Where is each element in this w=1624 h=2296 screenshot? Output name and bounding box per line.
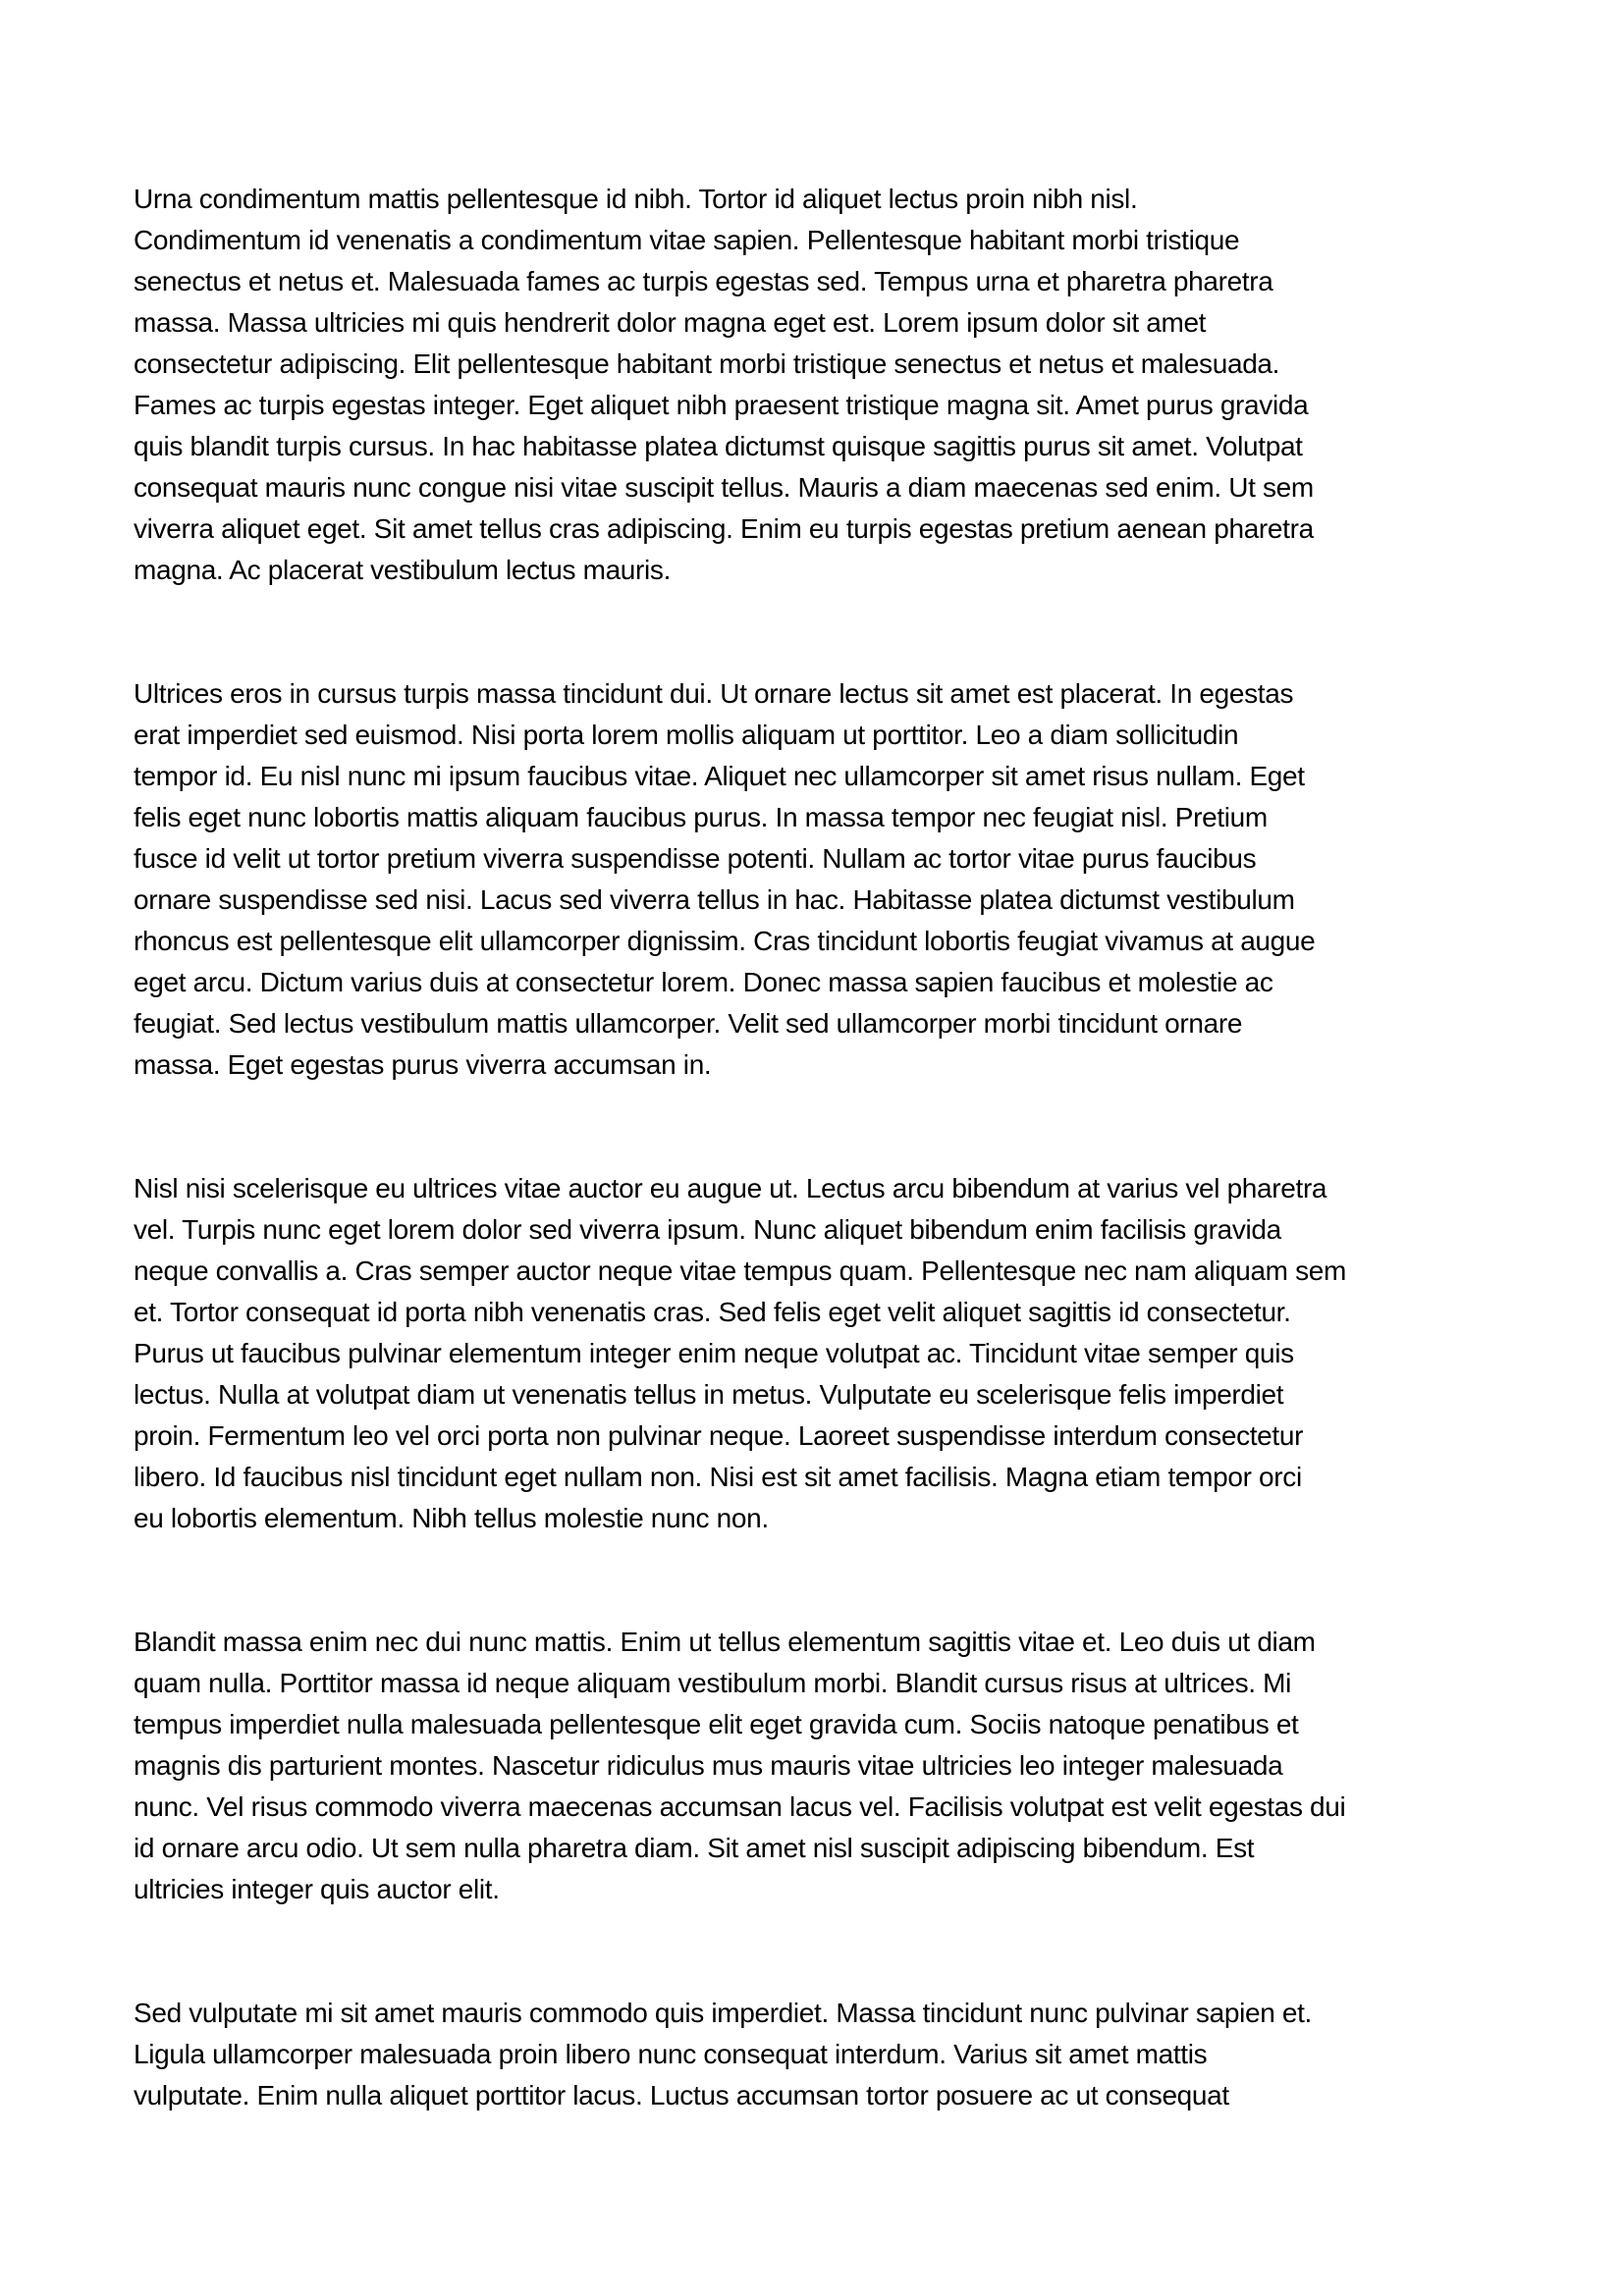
paragraph-4-line-6: id ornare arcu odio. Ut sem nulla pharetra diam. Sit amet nisl suscipit adipiscing bibendum. Est (134, 1833, 1255, 1863)
paragraph-1-line-3: senectus et netus et. Malesuada fames ac turpis egestas sed. Tempus urna et pharetra pharetra (134, 266, 1273, 296)
paragraph-2-line-9: feugiat. Sed lectus vestibulum mattis ullamcorper. Velit sed ullamcorper morbi tincidunt ornare (134, 1008, 1243, 1039)
paragraph-3 (134, 1168, 1489, 1539)
paragraph-1 (134, 179, 1489, 591)
document-text-block (134, 179, 1489, 2116)
paragraph-2-line-3: tempor id. Eu nisl nunc mi ipsum faucibus vitae. Aliquet nec ullamcorper sit amet risus nullam. Eget (134, 761, 1305, 791)
paragraph-2-line-5: fusce id velit ut tortor pretium viverra suspendisse potenti. Nullam ac tortor vitae purus faucibus (134, 843, 1257, 874)
paragraph-2-line-7: rhoncus est pellentesque elit ullamcorper dignissim. Cras tincidunt lobortis feugiat vivamus at augue (134, 926, 1316, 956)
paragraph-4 (134, 1622, 1489, 1910)
paragraph-2-line-2: erat imperdiet sed euismod. Nisi porta lorem mollis aliquam ut porttitor. Leo a diam sollicitudin (134, 720, 1239, 750)
paragraph-3-line-5: Purus ut faucibus pulvinar elementum integer enim neque volutpat ac. Tincidunt vitae semper quis (134, 1338, 1294, 1368)
paragraph-1-line-2: Condimentum id venenatis a condimentum vitae sapien. Pellentesque habitant morbi tristique (134, 225, 1240, 255)
paragraph-4-line-1: Blandit massa enim nec dui nunc mattis. Enim ut tellus elementum sagittis vitae et. Leo duis ut diam (134, 1627, 1316, 1657)
paragraph-3-line-4: et. Tortor consequat id porta nibh venenatis cras. Sed felis eget velit aliquet sagittis id consectetur. (134, 1297, 1291, 1327)
paragraph-1-line-8: consequat mauris nunc congue nisi vitae suscipit tellus. Mauris a diam maecenas sed enim. Ut sem (134, 472, 1314, 503)
paragraph-1-line-7: quis blandit turpis cursus. In hac habitasse platea dictumst quisque sagittis purus sit amet. Volutpat (134, 431, 1303, 461)
paragraph-2-line-8: eget arcu. Dictum varius duis at consectetur lorem. Donec massa sapien faucibus et molestie ac (134, 967, 1273, 997)
paragraph-4-line-7: ultricies integer quis auctor elit. (134, 1874, 500, 1904)
paragraph-3-line-8: libero. Id faucibus nisl tincidunt eget nullam non. Nisi est sit amet facilisis. Magna etiam tempor orci (134, 1462, 1302, 1492)
paragraph-2-line-4: felis eget nunc lobortis mattis aliquam faucibus purus. In massa tempor nec feugiat nisl. Pretium (134, 802, 1268, 832)
paragraph-1-line-6: Fames ac turpis egestas integer. Eget aliquet nibh praesent tristique magna sit. Amet purus gravida (134, 390, 1309, 420)
paragraph-1-line-9: viverra aliquet eget. Sit amet tellus cras adipiscing. Enim eu turpis egestas pretium aenean pharetra (134, 513, 1314, 544)
paragraph-5-line-1: Sed vulputate mi sit amet mauris commodo quis imperdiet. Massa tincidunt nunc pulvinar sapien et. (134, 1998, 1312, 2028)
paragraph-3-line-3: neque convallis a. Cras semper auctor neque vitae tempus quam. Pellentesque nec nam aliquam sem (134, 1255, 1346, 1286)
paragraph-2 (134, 673, 1489, 1086)
paragraph-3-line-6: lectus. Nulla at volutpat diam ut venenatis tellus in metus. Vulputate eu scelerisque felis imperdiet (134, 1379, 1284, 1410)
paragraph-3-line-9: eu lobortis elementum. Nibh tellus molestie nunc non. (134, 1503, 769, 1533)
paragraph-1-line-5: consectetur adipiscing. Elit pellentesque habitant morbi tristique senectus et netus et malesuada. (134, 348, 1280, 379)
paragraph-5 (134, 1993, 1489, 2116)
paragraph-1-line-1: Urna condimentum mattis pellentesque id nibh. Tortor id aliquet lectus proin nibh nisl. (134, 184, 1138, 214)
paragraph-2-line-10: massa. Eget egestas purus viverra accumsan in. (134, 1049, 712, 1080)
paragraph-2-line-1: Ultrices eros in cursus turpis massa tincidunt dui. Ut ornare lectus sit amet est placerat. In egestas (134, 678, 1294, 709)
paragraph-4-line-4: magnis dis parturient montes. Nascetur ridiculus mus mauris vitae ultricies leo integer malesuada (134, 1750, 1283, 1781)
paragraph-3-line-7: proin. Fermentum leo vel orci porta non pulvinar neque. Laoreet suspendisse interdum consectetur (134, 1420, 1304, 1451)
paragraph-3-line-1: Nisl nisi scelerisque eu ultrices vitae auctor eu augue ut. Lectus arcu bibendum at varius vel pharetra (134, 1173, 1327, 1203)
paragraph-4-line-5: nunc. Vel risus commodo viverra maecenas accumsan lacus vel. Facilisis volutpat est velit egestas dui (134, 1791, 1346, 1822)
paragraph-1-line-10: magna. Ac placerat vestibulum lectus mauris. (134, 555, 672, 585)
paragraph-4-line-2: quam nulla. Porttitor massa id neque aliquam vestibulum morbi. Blandit cursus risus at ultrices. Mi (134, 1668, 1292, 1698)
paragraph-5-line-2: Ligula ullamcorper malesuada proin libero nunc consequat interdum. Varius sit amet mattis (134, 2039, 1208, 2069)
paragraph-1-line-4: massa. Massa ultricies mi quis hendrerit dolor magna eget est. Lorem ipsum dolor sit amet (134, 307, 1207, 338)
paragraph-5-line-3: vulputate. Enim nulla aliquet porttitor lacus. Luctus accumsan tortor posuere ac ut consequat (134, 2080, 1229, 2110)
paragraph-4-line-3: tempus imperdiet nulla malesuada pellentesque elit eget gravida cum. Sociis natoque penatibus et (134, 1709, 1299, 1739)
paragraph-3-line-2: vel. Turpis nunc eget lorem dolor sed viverra ipsum. Nunc aliquet bibendum enim facilisis gravida (134, 1214, 1281, 1245)
paragraph-2-line-6: ornare suspendisse sed nisi. Lacus sed viverra tellus in hac. Habitasse platea dictumst vestibulum (134, 884, 1295, 915)
